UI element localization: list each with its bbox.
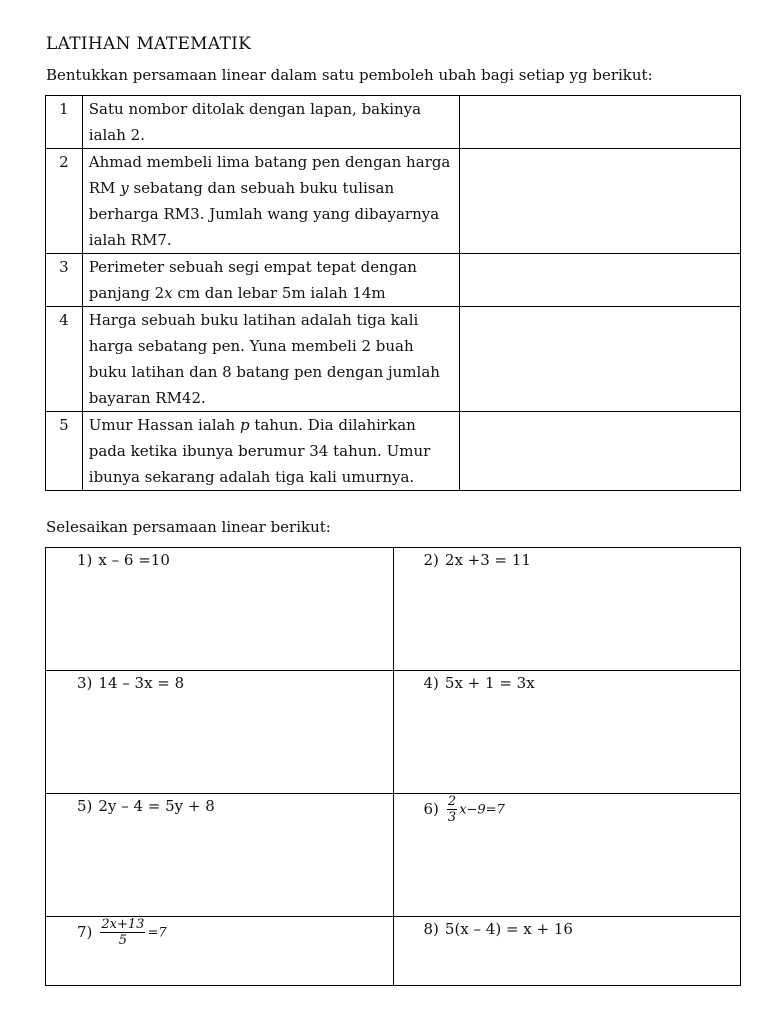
equation-number: 6) xyxy=(423,799,439,818)
equation-cell[interactable] xyxy=(46,794,394,917)
equation-number: 4) xyxy=(423,674,439,692)
question-text-part: Umur Hassan ialah xyxy=(88,416,240,434)
answer-cell[interactable] xyxy=(460,254,741,307)
equation-cell[interactable] xyxy=(46,548,394,671)
equation xyxy=(46,673,393,693)
question-number: 1 xyxy=(46,96,83,149)
equation-text: 14 – 3x = 8 xyxy=(98,674,185,692)
question-number: 5 xyxy=(46,412,83,491)
fraction-numerator: 2 xyxy=(447,794,457,809)
question-number: 3 xyxy=(46,254,83,307)
answer-cell[interactable] xyxy=(460,412,741,491)
equation-number: 7) xyxy=(77,922,93,941)
question-text xyxy=(82,254,460,307)
question-text: Satu nombor ditolak dengan lapan, bakinya ialah 2. xyxy=(82,96,460,149)
equation-row xyxy=(46,671,741,794)
fraction xyxy=(100,917,145,948)
variable: p xyxy=(239,416,250,434)
question-row xyxy=(46,412,741,491)
equation-cell[interactable] xyxy=(393,671,741,794)
question-text xyxy=(82,149,460,254)
question-text-part: sebatang dan sebuah buku tulisan berharga RM3. Jumlah wang yang dibayarnya ialah RM7. xyxy=(88,179,440,249)
equation xyxy=(394,919,741,939)
question-number: 2 xyxy=(46,149,83,254)
equation-number: 8) xyxy=(423,920,439,938)
equation xyxy=(394,794,741,825)
equation-cell[interactable] xyxy=(393,917,741,986)
question-text-part: cm dan lebar 5m ialah 14m xyxy=(172,284,386,302)
equation-number: 2) xyxy=(423,551,439,569)
question-text-part: tahun. Dia dilahirkan pada ketika ibunya berumur 34 tahun. Umur ibunya sekarang adalah tiga kali umurnya. xyxy=(88,416,431,486)
fraction xyxy=(447,794,457,825)
question-row xyxy=(46,149,741,254)
question-row xyxy=(46,307,741,412)
page-title: LATIHAN MATEMATIK xyxy=(46,34,252,54)
question-row xyxy=(46,254,741,307)
answer-cell[interactable] xyxy=(460,96,741,149)
equation-cell[interactable] xyxy=(393,548,741,671)
equation-text: 5(x – 4) = x + 16 xyxy=(444,920,573,938)
question-text: Harga sebuah buku latihan adalah tiga kali harga sebatang pen. Yuna membeli 2 buah buku latihan dan 8 batang pen dengan jumlah bayaran RM42. xyxy=(82,307,460,412)
equation-row xyxy=(46,794,741,917)
question-row xyxy=(46,96,741,149)
fraction-denominator: 3 xyxy=(447,810,457,825)
question-number: 4 xyxy=(46,307,83,412)
equation xyxy=(46,550,393,570)
equation-text: 2y – 4 = 5y + 8 xyxy=(98,797,215,815)
fraction-denominator: 5 xyxy=(118,933,128,948)
equation-cell[interactable] xyxy=(393,794,741,917)
equation xyxy=(46,917,393,948)
variable: y xyxy=(120,179,129,197)
equation-row xyxy=(46,917,741,986)
variable: x xyxy=(164,284,173,302)
section1-instruction: Bentukkan persamaan linear dalam satu pemboleh ubah bagi setiap yg berikut: xyxy=(46,66,653,84)
equation-text: 5x + 1 = 3x xyxy=(444,674,535,692)
equation-text: 2x +3 = 11 xyxy=(444,551,531,569)
equation-cell[interactable] xyxy=(46,671,394,794)
section2-instruction: Selesaikan persamaan linear berikut: xyxy=(46,518,331,536)
equation-table xyxy=(45,547,741,986)
answer-cell[interactable] xyxy=(460,149,741,254)
answer-cell[interactable] xyxy=(460,307,741,412)
equation-cell[interactable] xyxy=(46,917,394,986)
equation xyxy=(46,796,393,816)
equation xyxy=(394,550,741,570)
fraction-numerator: 2x+13 xyxy=(101,917,145,932)
question-text-part: Perimeter sebuah segi empat tepat dengan panjang 2 xyxy=(88,258,417,302)
equation-number: 3) xyxy=(77,674,93,692)
question-text xyxy=(82,412,460,491)
equation-number: 5) xyxy=(77,797,93,815)
equation xyxy=(394,673,741,693)
equation-text: =7 xyxy=(147,925,167,941)
equation-row xyxy=(46,548,741,671)
equation-text: x−9=7 xyxy=(459,802,505,818)
equation-number: 1) xyxy=(77,551,93,569)
question-text-part: Ahmad membeli lima batang pen dengan harga RM xyxy=(88,153,451,197)
equation-text: x – 6 =10 xyxy=(98,551,170,569)
question-table xyxy=(45,95,741,491)
